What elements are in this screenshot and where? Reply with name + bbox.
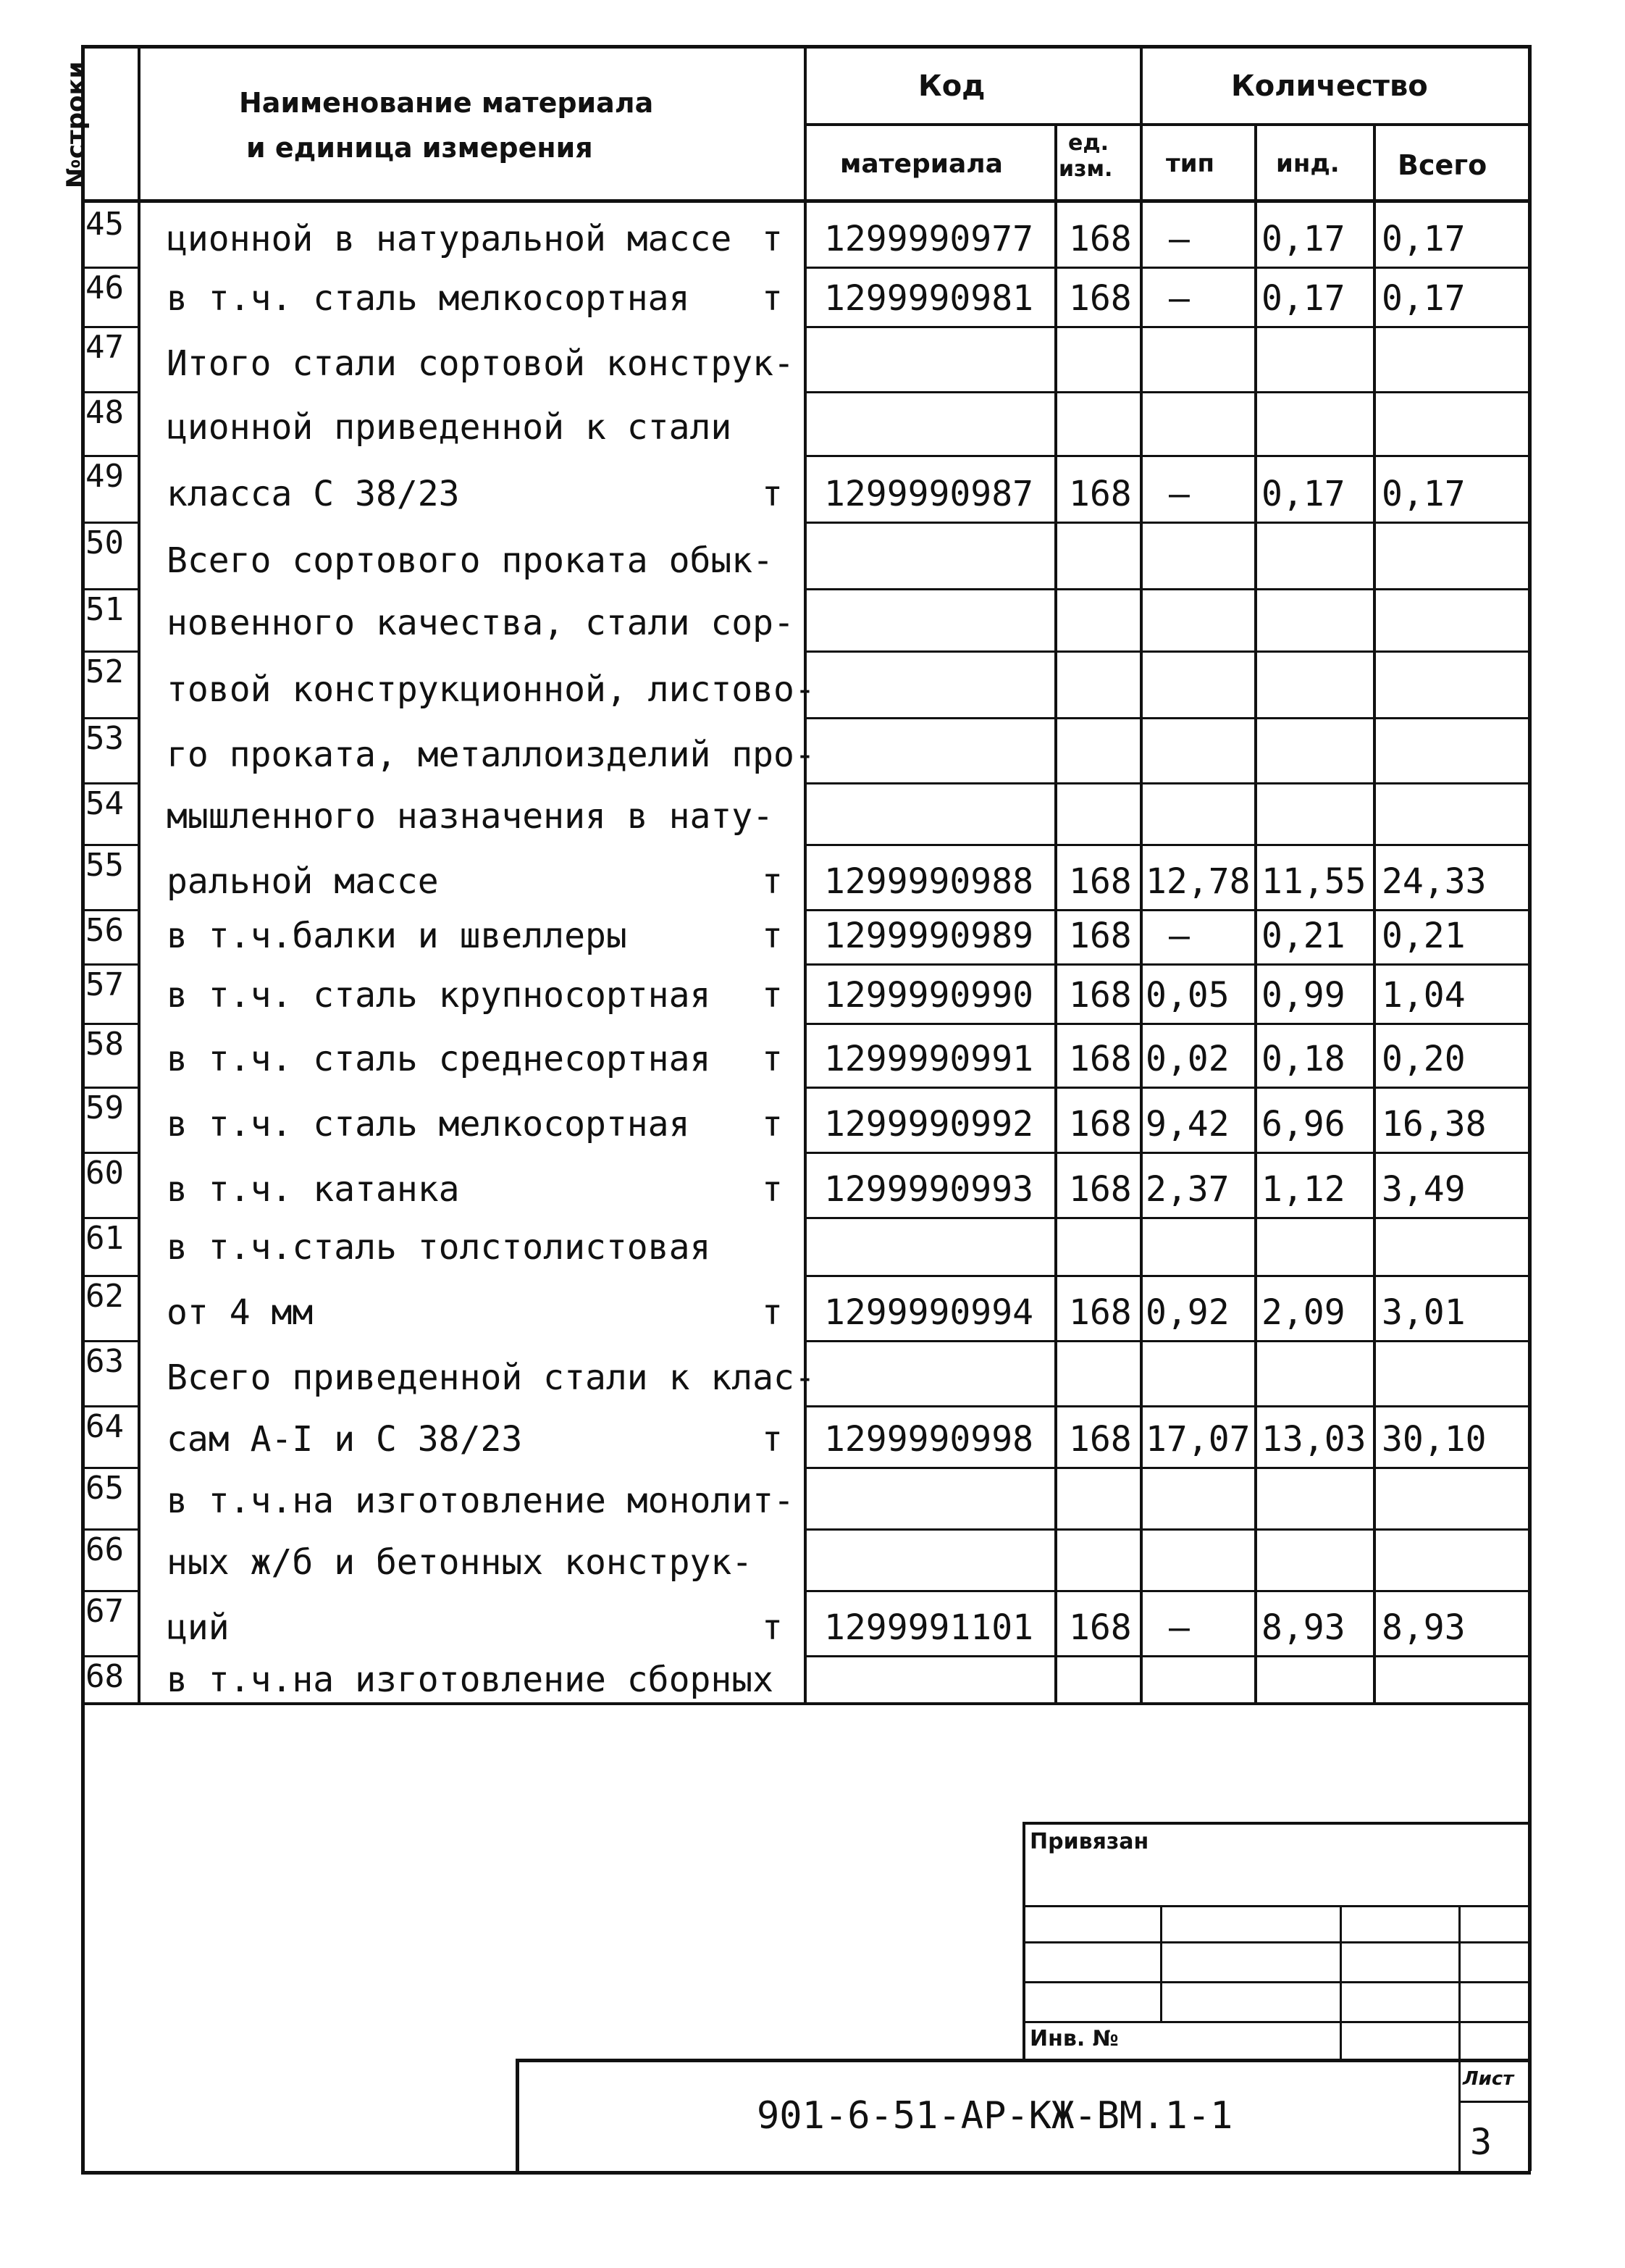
- unit-code: 168: [1069, 1039, 1132, 1079]
- grid-hline: [804, 909, 1528, 911]
- grid-hline: [804, 326, 1528, 328]
- material-name: в т.ч. сталь мелкосортная: [167, 1104, 690, 1145]
- grid-vline: [1340, 1905, 1342, 2061]
- grid-hline: [1458, 2101, 1528, 2103]
- grid-hline: [804, 588, 1528, 590]
- row-number: 49: [85, 458, 124, 495]
- grid-hline: [804, 1340, 1528, 1342]
- unit-code: 168: [1069, 861, 1132, 902]
- unit-code: 168: [1069, 1169, 1132, 1210]
- qty-tip: 12,78: [1146, 861, 1251, 902]
- row-number: 65: [85, 1470, 124, 1507]
- name-header-line2: и единица измерения: [246, 132, 593, 164]
- unit-code: 168: [1069, 1419, 1132, 1460]
- grid-hline: [81, 909, 138, 911]
- qty-tip: 0,05: [1146, 975, 1230, 1016]
- row-number: 66: [85, 1531, 124, 1568]
- row-number: 48: [85, 394, 124, 431]
- grid-hline: [804, 1528, 1528, 1531]
- unit-code: 168: [1069, 1607, 1132, 1648]
- grid-hline: [81, 1217, 138, 1219]
- grid-hline: [81, 522, 138, 524]
- grid-hline: [81, 1152, 138, 1154]
- code-header: Код: [918, 70, 986, 103]
- material-code: 1299990981: [824, 278, 1033, 319]
- grid-hline: [804, 391, 1528, 393]
- grid-hline: [804, 782, 1528, 784]
- material-name: в т.ч. сталь среднесортная: [167, 1039, 711, 1079]
- qty-ind: 0,21: [1261, 916, 1345, 956]
- grid-hline: [81, 963, 138, 966]
- grid-hline: [804, 1152, 1528, 1154]
- grid-hline: [81, 1340, 138, 1342]
- grid-hline: [81, 782, 138, 784]
- grid-hline: [81, 391, 138, 393]
- grid-hline: [804, 1087, 1528, 1089]
- grid-hline: [81, 588, 138, 590]
- qty-total: 3,01: [1382, 1292, 1466, 1333]
- row-number: 47: [85, 329, 124, 366]
- inventory-number-label: Инв. №: [1030, 2026, 1119, 2051]
- grid-hline: [81, 1590, 138, 1592]
- material-name: от 4 мм: [167, 1292, 314, 1333]
- row-number: 67: [85, 1593, 124, 1630]
- material-name: ционной приведенной к стали: [167, 407, 732, 448]
- grid-hline: [81, 1467, 138, 1469]
- grid-vline: [1373, 123, 1376, 1702]
- unit-letter: т: [762, 916, 783, 956]
- material-name: товой конструкционной, листово-: [167, 669, 815, 710]
- material-name: ральной массе: [167, 861, 439, 902]
- material-code: 1299990977: [824, 219, 1033, 259]
- grid-hline: [81, 1275, 138, 1277]
- grid-hline: [1023, 1981, 1528, 1983]
- grid-vline: [1160, 1905, 1162, 2021]
- grid-hline: [804, 267, 1528, 269]
- row-number: 55: [85, 847, 124, 884]
- qty-ind: 11,55: [1261, 861, 1366, 902]
- row-number-header: №строки: [62, 61, 91, 188]
- material-name: сам А-I и С 38/23: [167, 1419, 523, 1460]
- qty-tip: –: [1169, 916, 1190, 956]
- qty-total: 16,38: [1382, 1104, 1487, 1145]
- material-code: 1299990990: [824, 975, 1033, 1016]
- grid-hline: [81, 844, 138, 846]
- grid-hline: [1023, 1941, 1528, 1943]
- material-code: 1299990992: [824, 1104, 1033, 1145]
- qty-tip: –: [1169, 278, 1190, 319]
- total-header: Всего: [1398, 149, 1487, 181]
- unit-code: 168: [1069, 219, 1132, 259]
- qty-ind: 13,03: [1261, 1419, 1366, 1460]
- sheet-label: Лист: [1463, 2068, 1514, 2090]
- material-code: 1299990989: [824, 916, 1033, 956]
- grid-hline: [804, 650, 1528, 653]
- grid-vline: [1528, 45, 1532, 2171]
- grid-hline: [804, 1655, 1528, 1657]
- unit-letter: т: [762, 1169, 783, 1210]
- material-code-header: материала: [840, 149, 1003, 179]
- qty-ind: 0,99: [1261, 975, 1345, 1016]
- material-name: ных ж/б и бетонных конструк-: [167, 1542, 753, 1583]
- material-name: Всего сортового проката обык-: [167, 540, 774, 581]
- qty-ind: 0,17: [1261, 219, 1345, 259]
- grid-vline: [81, 45, 85, 2171]
- unit-code: 168: [1069, 1104, 1132, 1145]
- qty-total: 0,17: [1382, 219, 1466, 259]
- grid-hline: [81, 717, 138, 719]
- material-name: ционной в натуральной массе: [167, 219, 732, 259]
- qty-tip: –: [1169, 1607, 1190, 1648]
- row-number: 63: [85, 1343, 124, 1380]
- grid-hline: [81, 1405, 138, 1407]
- material-name: в т.ч.на изготовление монолит-: [167, 1481, 794, 1521]
- grid-hline: [1023, 1822, 1528, 1825]
- qty-total: 1,04: [1382, 975, 1466, 1016]
- qty-tip: –: [1169, 219, 1190, 259]
- material-name: Итого стали сортовой конструк-: [167, 343, 794, 384]
- grid-vline: [1054, 123, 1057, 1702]
- qty-ind: 0,17: [1261, 278, 1345, 319]
- grid-hline: [804, 717, 1528, 719]
- unit-letter: т: [762, 861, 783, 902]
- material-code: 1299991101: [824, 1607, 1033, 1648]
- material-name: в т.ч. сталь мелкосортная: [167, 278, 690, 319]
- grid-hline: [1023, 2021, 1528, 2023]
- qty-ind: 8,93: [1261, 1607, 1345, 1648]
- qty-ind: 2,09: [1261, 1292, 1345, 1333]
- row-number: 56: [85, 912, 124, 949]
- grid-hline: [804, 1023, 1528, 1025]
- unit-header-line1: ед.: [1068, 130, 1109, 156]
- row-number: 59: [85, 1089, 124, 1126]
- grid-hline: [804, 963, 1528, 966]
- material-code: 1299990988: [824, 861, 1033, 902]
- material-name: ций: [167, 1607, 230, 1648]
- grid-hline: [804, 1275, 1528, 1277]
- grid-hline: [81, 1023, 138, 1025]
- grid-hline: [804, 1467, 1528, 1469]
- qty-total: 0,17: [1382, 474, 1466, 514]
- row-number: 58: [85, 1026, 124, 1063]
- material-code: 1299990987: [824, 474, 1033, 514]
- material-name: в т.ч. катанка: [167, 1169, 460, 1210]
- qty-tip: 17,07: [1146, 1419, 1251, 1460]
- unit-header-line2: изм.: [1059, 156, 1113, 182]
- material-name: в т.ч. сталь крупносортная: [167, 975, 711, 1016]
- row-number: 45: [85, 206, 124, 243]
- qty-tip: 0,02: [1146, 1039, 1230, 1079]
- row-number: 46: [85, 269, 124, 306]
- row-number: 50: [85, 524, 124, 561]
- bound-label: Привязан: [1030, 1829, 1149, 1854]
- material-code: 1299990993: [824, 1169, 1033, 1210]
- row-number: 60: [85, 1155, 124, 1192]
- grid-hline: [804, 522, 1528, 524]
- grid-hline: [804, 1217, 1528, 1219]
- grid-hline: [81, 326, 138, 328]
- material-code: 1299990994: [824, 1292, 1033, 1333]
- grid-hline: [81, 1528, 138, 1531]
- unit-letter: т: [762, 1607, 783, 1648]
- material-name: го проката, металлоизделий про-: [167, 735, 815, 775]
- material-name: в т.ч.сталь толстолистовая: [167, 1227, 711, 1268]
- unit-letter: т: [762, 219, 783, 259]
- unit-code: 168: [1069, 916, 1132, 956]
- material-name: в т.ч.на изготовление сборных: [167, 1660, 774, 1700]
- grid-hline: [81, 1655, 138, 1657]
- unit-letter: т: [762, 1039, 783, 1079]
- row-number: 57: [85, 966, 124, 1003]
- grid-hline: [1023, 1905, 1528, 1907]
- row-number: 68: [85, 1658, 124, 1695]
- qty-total: 30,10: [1382, 1419, 1487, 1460]
- row-number: 53: [85, 720, 124, 757]
- qty-total: 0,20: [1382, 1039, 1466, 1079]
- grid-hline: [804, 844, 1528, 846]
- qty-ind: 6,96: [1261, 1104, 1345, 1145]
- qty-total: 3,49: [1382, 1169, 1466, 1210]
- material-name: класса С 38/23: [167, 474, 460, 514]
- row-number: 61: [85, 1220, 124, 1257]
- unit-letter: т: [762, 1292, 783, 1333]
- row-number: 64: [85, 1408, 124, 1445]
- sheet-number: 3: [1470, 2121, 1492, 2163]
- grid-hline: [804, 123, 1528, 126]
- unit-code: 168: [1069, 975, 1132, 1016]
- material-code: 1299990991: [824, 1039, 1033, 1079]
- material-code: 1299990998: [824, 1419, 1033, 1460]
- grid-vline: [1140, 45, 1143, 1702]
- grid-vline: [1458, 1905, 1461, 2171]
- row-number: 62: [85, 1278, 124, 1315]
- unit-letter: т: [762, 1419, 783, 1460]
- ind-header: инд.: [1276, 149, 1340, 178]
- grid-vline: [138, 45, 140, 1702]
- row-number: 54: [85, 785, 124, 822]
- grid-hline: [81, 267, 138, 269]
- unit-code: 168: [1069, 474, 1132, 514]
- row-number: 52: [85, 653, 124, 690]
- grid-hline: [804, 1405, 1528, 1407]
- grid-hline: [81, 1702, 1528, 1705]
- unit-letter: т: [762, 474, 783, 514]
- grid-hline: [81, 2171, 1531, 2175]
- grid-vline: [516, 2059, 519, 2171]
- quantity-header: Количество: [1231, 70, 1428, 103]
- qty-total: 8,93: [1382, 1607, 1466, 1648]
- qty-tip: 9,42: [1146, 1104, 1230, 1145]
- grid-vline: [1254, 123, 1257, 1702]
- unit-code: 168: [1069, 278, 1132, 319]
- qty-tip: –: [1169, 474, 1190, 514]
- unit-letter: т: [762, 1104, 783, 1145]
- unit-letter: т: [762, 975, 783, 1016]
- qty-total: 0,21: [1382, 916, 1466, 956]
- document-designation: 901-6-51-АР-КЖ-ВМ.1-1: [757, 2094, 1233, 2138]
- material-name: мышленного назначения в нату-: [167, 796, 774, 837]
- row-number: 51: [85, 591, 124, 628]
- qty-tip: 0,92: [1146, 1292, 1230, 1333]
- qty-ind: 0,18: [1261, 1039, 1345, 1079]
- qty-tip: 2,37: [1146, 1169, 1230, 1210]
- unit-code: 168: [1069, 1292, 1132, 1333]
- grid-hline: [804, 1590, 1528, 1592]
- name-header-line1: Наименование материала: [239, 87, 654, 119]
- grid-hline: [804, 455, 1528, 457]
- grid-hline: [81, 650, 138, 653]
- grid-vline: [804, 45, 807, 1702]
- grid-hline: [81, 455, 138, 457]
- grid-hline: [516, 2059, 1528, 2062]
- material-name: Всего приведенной стали к клас-: [167, 1357, 815, 1398]
- unit-letter: т: [762, 278, 783, 319]
- material-name: новенного качества, стали сор-: [167, 603, 794, 643]
- tip-header: тип: [1166, 149, 1215, 178]
- material-name: в т.ч.балки и швеллеры: [167, 916, 627, 956]
- qty-total: 0,17: [1382, 278, 1466, 319]
- grid-hline: [81, 1087, 138, 1089]
- qty-ind: 0,17: [1261, 474, 1345, 514]
- qty-total: 24,33: [1382, 861, 1487, 902]
- qty-ind: 1,12: [1261, 1169, 1345, 1210]
